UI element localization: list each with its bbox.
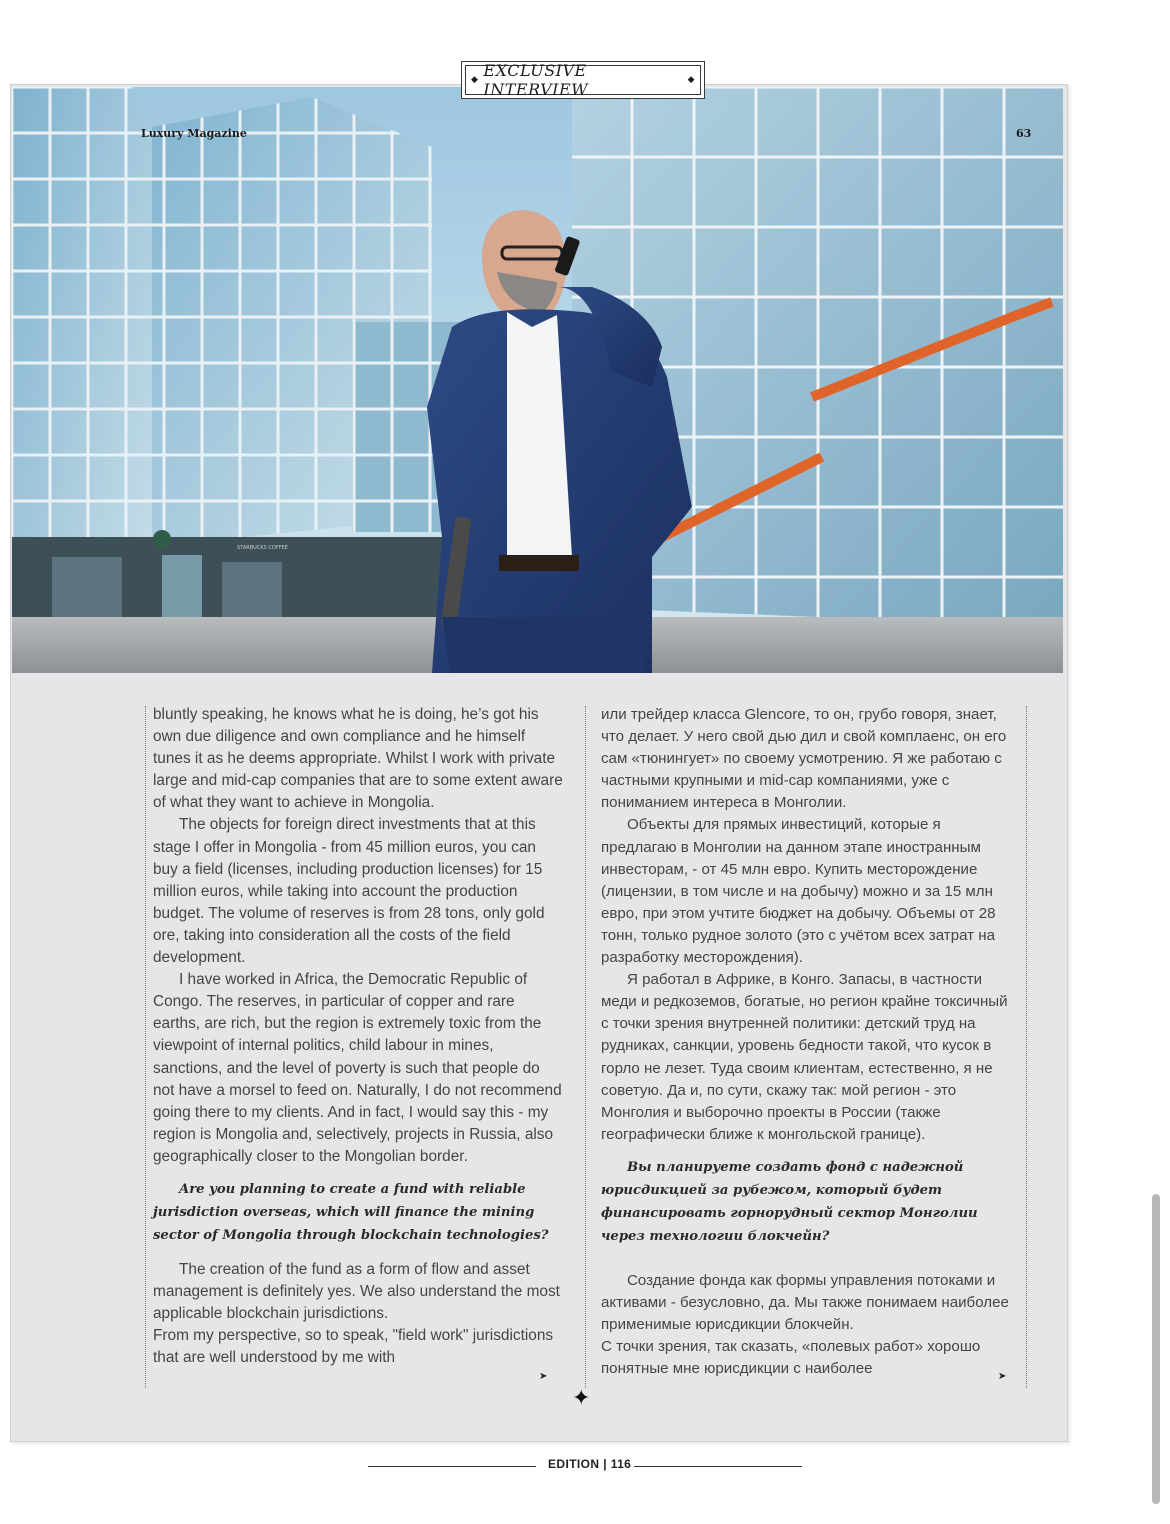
russian-question-text: Вы планируете создать фонд с надежной юрисдикцией за рубежом, который будет финансировать горнорудный сектор Монголии через технологии блокчейн? bbox=[601, 1159, 978, 1244]
english-column bbox=[153, 704, 565, 1369]
russian-paragraph: или трейдер класса Glencore, то он, грубо говоря, знает, что делает. У него свой дью дил и свой комплаенс, он его сам «тюнингует» по своему усмотрению. Я же работаю с частными крупными и mid-cap компаниями, уже с пониманием интереса в Монголии. bbox=[601, 706, 1007, 812]
edition-label: EDITION | 116 bbox=[548, 1457, 632, 1471]
english-paragraph: I have worked in Africa, the Democratic Republic of Congo. The reserves, in particular of copper and rare earths, are rich, but the region is extremely toxic from the viewpoint of internal politics, child labour in mines, sanctions, and the level of poverty is such that people do not have a morsel to feed on. Naturally, I do not recommend going there to my clients. And in fact, I would say this - my region is Mongolia and, selectively, projects in Russia, also geographically closer to the Mongolian border. bbox=[153, 971, 562, 1165]
section-banner-frame bbox=[465, 61, 701, 99]
russian-paragraph: Объекты для прямых инвестиций, которые я предлагаю в Монголии на данном этапе иностранным инвесторам, - от 45 млн евро. Купить месторождение (лицензии, в том числе и на добычу) можно и за 15 млн евро, при этом учтите бюджет на добычу. Объемы от 28 тонн, только рудное золото (это с учётом всех затрат на разработку месторождения). bbox=[601, 816, 996, 967]
scrollbar[interactable] bbox=[1152, 1194, 1160, 1504]
banner-ornament-right: ◆ bbox=[687, 75, 695, 85]
column-rule-left bbox=[145, 706, 146, 1388]
banner-ornament-left: ◆ bbox=[471, 75, 479, 85]
section-title: EXCLUSIVE INTERVIEW bbox=[483, 61, 589, 99]
column-rule-center bbox=[585, 706, 586, 1388]
hero-photo bbox=[12, 87, 1063, 673]
english-paragraph: The objects for foreign direct investments that at this stage I offer in Mongolia - from 45 million euros, you can buy a field (licenses, including production licenses) for 15 million euros, while taking into account the production budget. The volume of reserves is from 28 tons, only gold ore, taking into consideration all the costs of the field development. bbox=[153, 816, 545, 967]
russian-column bbox=[601, 704, 1011, 1380]
english-paragraph: From my perspective, so to speak, "field work" jurisdictions that are well understood by me with bbox=[153, 1327, 554, 1367]
magazine-name: Luxury Magazine bbox=[141, 127, 247, 140]
english-question-text: Are you planning to create a fund with reliable jurisdiction overseas, which will finance the mining sector of Mongolia through blockchain technologies? bbox=[153, 1181, 549, 1243]
english-paragraph: The creation of the fund as a form of flow and asset management is definitely yes. We also understand the most applicable blockchain jurisdictions. bbox=[153, 1260, 560, 1323]
page-footer bbox=[0, 1456, 1170, 1476]
hero-photo-illustration bbox=[12, 87, 1063, 673]
russian-paragraph: С точки зрения, так сказать, «полевых работ» хорошо понятные мне юрисдикции с наиболее bbox=[601, 1338, 981, 1378]
continue-arrow-russian: ➤ bbox=[998, 1371, 1007, 1382]
russian-question bbox=[601, 1156, 1011, 1248]
russian-paragraph: Создание фонда как формы управления потоками и активами - безусловно, да. Мы также понимаем наиболее применимые юрисдикции блокчейн. bbox=[601, 1271, 1009, 1334]
center-ornament: ✦ bbox=[572, 1386, 591, 1411]
footer-rule-left bbox=[368, 1466, 536, 1467]
continue-arrow-english: ➤ bbox=[539, 1371, 548, 1382]
section-banner bbox=[461, 61, 705, 99]
storefront-sign: STARBUCKS COFFEE bbox=[237, 545, 288, 551]
column-rule-right bbox=[1026, 706, 1027, 1388]
russian-paragraph: Я работал в Африке, в Конго. Запасы, в частности меди и редкоземов, богатые, но регион крайне токсичный с точки зрения внутренней политики: детский труд на рудниках, санкции, уровень бедности такой, что кусок в горло не лезет. Туда своим клиентам, естественно, я не советую. Да и, по сути, скажу так: мой регион - это Монголия и выборочно проекты в России (также географически ближе к монгольской границе). bbox=[601, 971, 1008, 1143]
english-question bbox=[153, 1178, 565, 1247]
page-number: 63 bbox=[1016, 127, 1032, 140]
footer-rule-right bbox=[634, 1466, 802, 1467]
english-paragraph: bluntly speaking, he knows what he is doing, he’s got his own due diligence and own compliance and he himself tunes it as he deems appropriate. Whilst I work with private large and mid-cap companies that are to some extent aware of what they want to achieve in Mongolia. bbox=[153, 706, 563, 812]
